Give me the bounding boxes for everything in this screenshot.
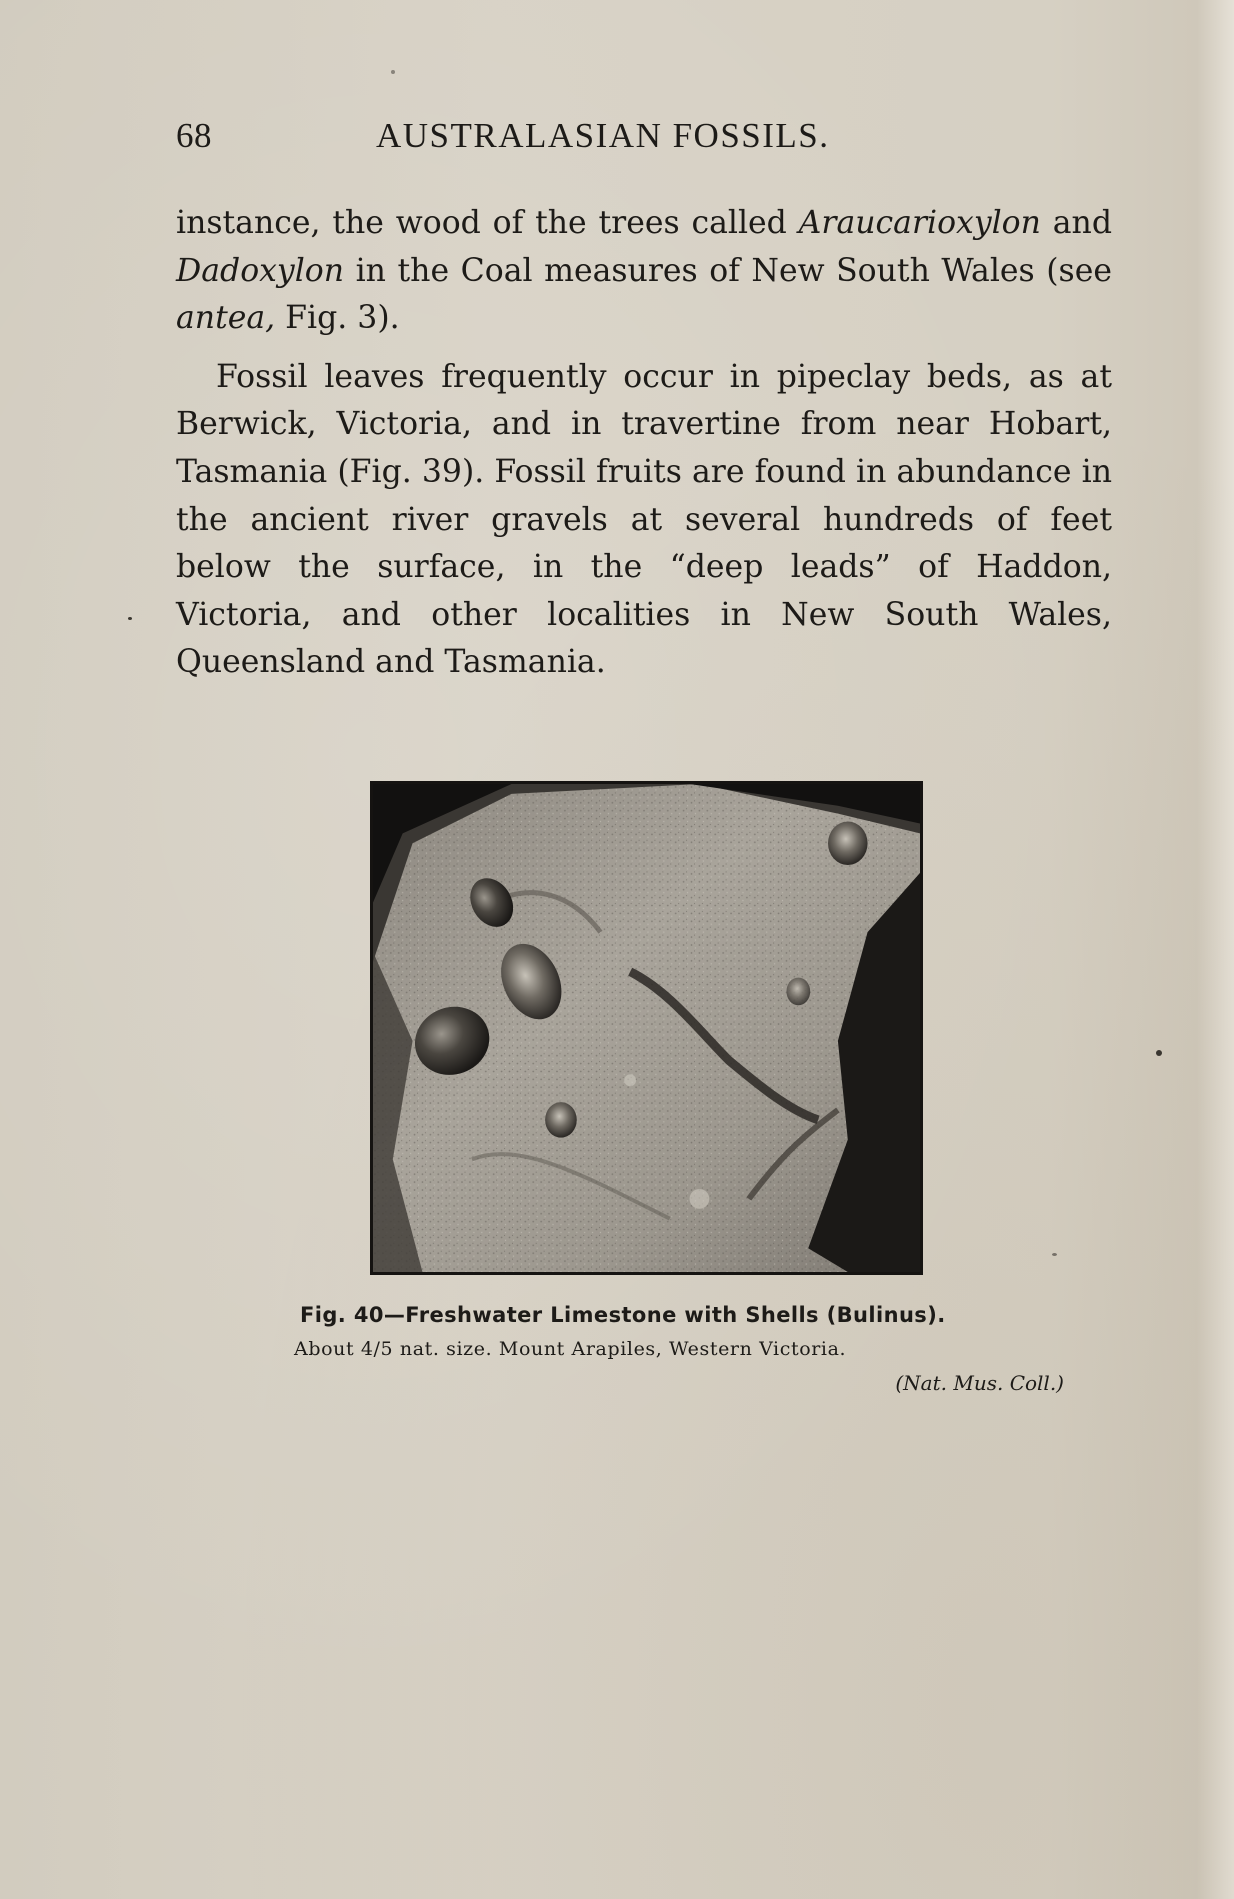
paper-speck [1052, 1253, 1057, 1256]
limestone-shells-illustration [373, 784, 920, 1272]
body-text [176, 200, 1112, 687]
caption-title: Fig. 40—Freshwater Limestone with Shells (Bulinus). [300, 1303, 946, 1327]
italic-antea: antea, [176, 300, 276, 337]
text-run: instance, the wood of the trees called [176, 205, 799, 241]
page-number: 68 [176, 116, 212, 155]
italic-genus-dadoxylon: Dadoxylon [176, 252, 345, 289]
paper-speck [128, 617, 132, 620]
caption-collection-credit: (Nat. Mus. Coll.) [895, 1371, 1064, 1395]
text-run: in the Coal measures of New South Wales (see [344, 252, 1112, 289]
text-run: Fig. 3). [275, 300, 400, 337]
page-header [176, 116, 1112, 164]
running-title: AUSTRALASIAN FOSSILS. [376, 116, 830, 155]
paper-speck [391, 70, 395, 74]
paragraph-fossil-leaves: Fossil leaves frequently occur in pipeclay beds, as at Berwick, Victoria, and in travertine from near Hobart, Tasmania (Fig. 39). Fossil fruits are found in abundance in the ancient river gravels at several hundreds of feet below the surface, in the “deep leads” of Haddon, Victoria, and other localities in New South Wales, Queensland and Tasmania. [176, 358, 1112, 681]
figure-40-photograph [370, 781, 923, 1275]
paragraph-continued [176, 200, 1112, 343]
italic-genus-araucarioxylon: Araucarioxylon [798, 205, 1041, 241]
caption-scale-location: About 4/5 nat. size. Mount Arapiles, Western Victoria. [294, 1338, 847, 1360]
text-run: and [1040, 205, 1112, 241]
paper-speck [1156, 1050, 1162, 1056]
